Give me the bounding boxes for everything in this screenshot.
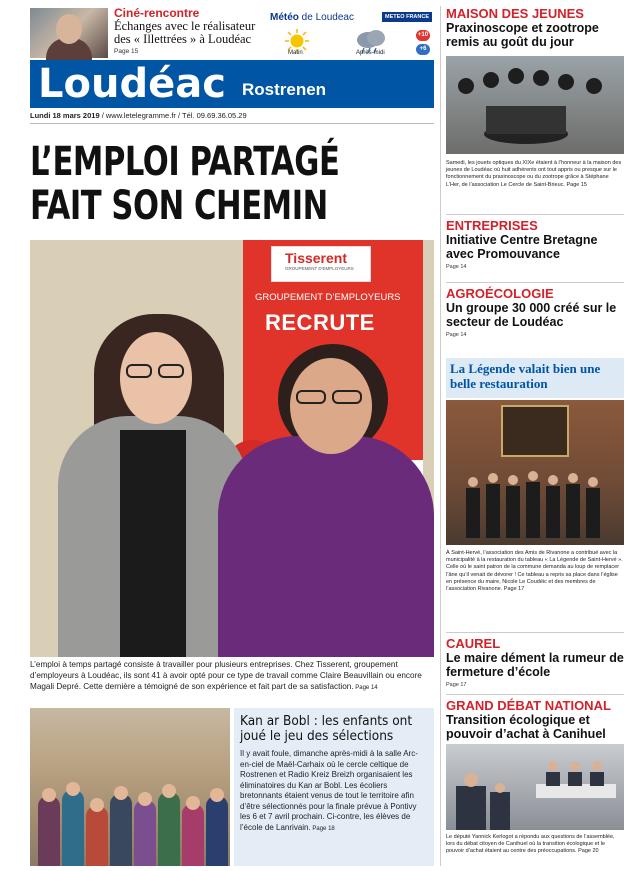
afternoon-label: Après-midi [356,50,385,56]
teaser-entreprises[interactable]: ENTREPRISES Initiative Centre Bretagne avec Promouvance Page 14 [446,218,598,270]
main-photo-caption: L’emploi à temps partagé consiste à travailler pour plusieurs entreprises. Chez Tisserent, groupement d’employeurs à Loudéac, ils sont 41 à avoir opté pour ce type de travail comme Claire Beauvillain ou encore Magali Depré. Cette dernière a témoigné de son expérience et fait part de sa satisfaction. Page 14 [30,660,422,691]
teaser-legende[interactable] [446,358,624,398]
column-separator [440,6,441,866]
title-maison: Praxinoscope et zootrope remis au goût du jour [446,21,599,49]
caption-maison: Samedi, les jouets optiques du XIXe étaient à l’honneur à la maison des jeunes de Loudéac où huit adhérents ont tout appris ou presque sur le fonctionnement du praxinoscope ou du zootrope grâce à Stéphane L’Her, de l’association Le Cercle de Saint-Brieuc. Page 15 [446,160,622,188]
banner-logo-sub: GROUPEMENT D'EMPLOYEURS [285,266,354,271]
right-column [446,0,624,871]
teaser-title: Échanges avec le réalisateur des « Illettrées » à Loudéac [114,19,256,46]
banner-line-1: GROUPEMENT D’EMPLOYEURS [255,292,401,303]
dateline [30,111,434,124]
teaser-text [114,6,264,55]
praxinoscope-photo[interactable] [446,56,624,154]
teaser-grand-debat[interactable]: GRAND DÉBAT NATIONAL Transition écologique et pouvoir d’achat à Canihuel [446,698,611,741]
praxinoscope-icon [446,56,624,154]
weather-box [268,8,434,60]
banner-line-2: RECRUTE [265,310,375,335]
teaser-maison-des-jeunes[interactable] [446,6,624,49]
phone: Tél. 09.69.36.05.29 [182,111,247,120]
caption-debat: Le député Yannick Kerlogot a répondu aux questions de l’assemblée, lors du débat citoyen de Canihuel où la transition écologique et le pouvoir d’achat étaient au centre des préoccupations. Page 20 [446,834,615,855]
choir-photo[interactable] [30,708,230,866]
meeting-icon [446,744,624,830]
story-kan-ar-bobl[interactable] [234,708,434,866]
date: Lundi 18 mars 2019 [30,111,100,120]
headline-line-1: L’EMPLOI PARTAGÉ [30,139,340,185]
teaser-caurel[interactable]: CAUREL Le maire dément la rumeur de fermeture d’école Page 17 [446,636,624,688]
teaser-page: Page 15 [114,48,139,55]
legende-photo[interactable] [446,400,624,545]
website: / www.letelegramme.fr / [99,111,183,120]
teaser-agroecologie[interactable]: AGROÉCOLOGIE Un groupe 30 000 créé sur le secteur de Loudéac Page 14 [446,286,617,338]
main-headline[interactable] [30,140,435,228]
masthead [30,60,434,108]
meteo-france-badge: METEO FRANCE [382,12,432,22]
teaser-photo [30,8,108,58]
legende-title: La Légende valait bien une belle restauration [450,361,601,391]
main-photo[interactable] [30,240,434,657]
weather-title: Météo de Loudeac [270,12,354,23]
temp-high: +10 [416,30,430,41]
headline-line-2: FAIT SON CHEMIN [30,183,328,229]
banner-logo: Tisserent [285,250,347,266]
caption-legende: À Saint-Hervé, l’association des Amis de Rivanone a contribué avec la municipalité à la restauration du tableau « La Légende de Saint-Hervé ». Celle où le saint patron de la commune demanda au loup de remplacer l’âne qu’il venait de dévorer ! Ce tableau a repris sa place dans l’église en présence du maire, Nicole Le Coudéic et des membres de l’association Rivanone. Page 17 [446,550,623,593]
top-teaser[interactable] [30,6,434,58]
kicker-maison: MAISON DES JEUNES [446,6,584,21]
teaser-kicker: Ciné-rencontre [114,6,200,20]
debat-photo[interactable] [446,744,624,830]
story-title: Kan ar Bobl : les enfants ont joué le jeu des sélections [240,713,413,744]
masthead-subtitle: Rostrenen [242,80,327,99]
temp-low: +6 [416,44,430,55]
morning-label: Matin [288,50,303,56]
masthead-city: Loudéac [38,61,226,107]
main-column [30,0,434,871]
story-text: Il y avait foule, dimanche après-midi à la salle Arc-en-ciel de Maël-Carhaix où le cercle celtique de Rostrenen et Radio Kreiz Breizh organisaient les éliminatoires du Kan ar Bobl. Les écoliers bretonnants étaient venus de tout le territoire afin d’être sélectionnés pour la finale prévue à Pontivy les 6 et 7 avril prochain. Ci-contre, les élèves de l’école de Lanrivain. Page 18 [240,749,418,832]
painting-icon [446,400,624,545]
